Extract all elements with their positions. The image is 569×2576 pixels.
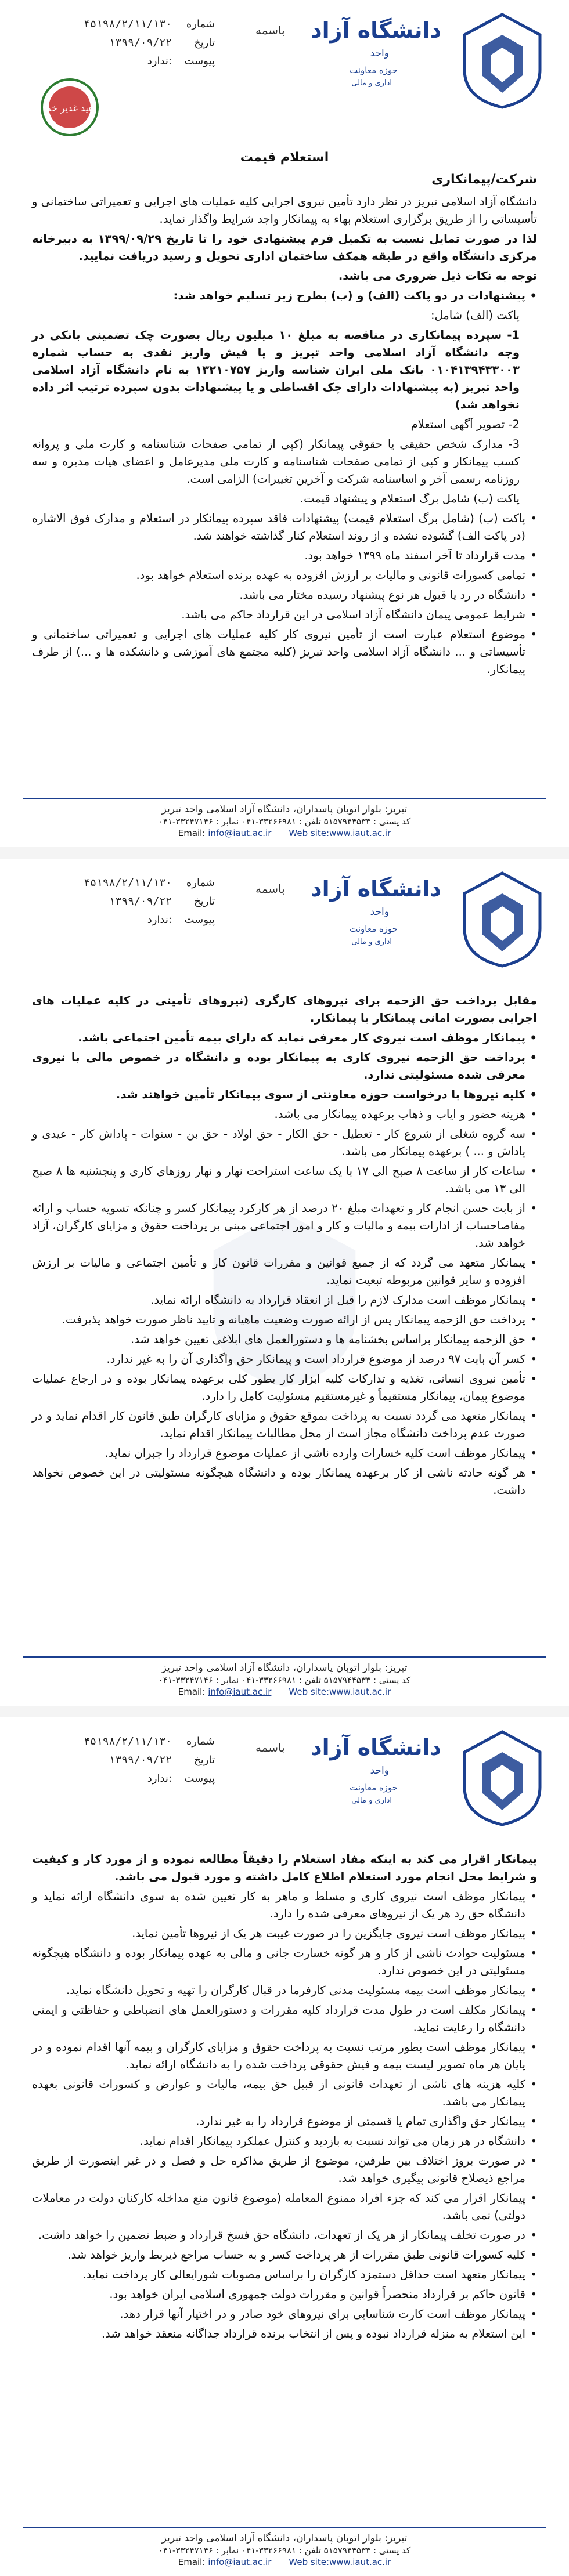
branch-name: واحد <box>370 48 389 59</box>
reference-block <box>23 873 215 929</box>
date-value: ۱۳۹۹/۰۹/۲۲ <box>109 1753 172 1766</box>
number-label: شماره <box>186 1735 215 1748</box>
letterhead <box>23 870 546 1004</box>
attachment-label: پیوست <box>184 1772 215 1785</box>
date-value: ۱۳۹۹/۰۹/۲۲ <box>109 36 172 49</box>
email-label: Email: <box>178 828 206 838</box>
list-item: • پیمانکار موظف است نیروی کاری و مسلط و ماهر به کار تعیین شده به سوی دانشگاه ارائه نماید و دانشگاه حق رد هر یک از نیروهای معرفی شده را دارد. <box>32 1888 537 1923</box>
letter-footer <box>23 1656 546 1697</box>
basmala: باسمه <box>255 23 285 37</box>
department-subname: اداری و مالی <box>351 79 392 88</box>
university-logo-icon <box>459 870 546 969</box>
list-item: • شرایط عمومی پیمان دانشگاه آزاد اسلامی در این قرارداد حاکم می باشد. <box>32 606 537 624</box>
email-label: Email: <box>178 1687 206 1697</box>
ghadir-emblem-icon <box>23 75 116 139</box>
list-item: • پیمانکار مکلف است در طول مدت قرارداد کلیه مقررات و دستورالعمل های انضباطی و حفاظتی و ایمنی دانشگاه را رعایت نماید. <box>32 2002 537 2036</box>
attachment-label: پیوست <box>184 913 215 926</box>
number-label: شماره <box>186 876 215 889</box>
department-subname: اداری و مالی <box>351 938 392 946</box>
paragraph: لذا در صورت تمایل نسبت به تکمیل فرم پیشنهادی خود را تا تاریخ ۱۳۹۹/۰۹/۲۹ به دبیرخانه مرکزی دانشگاه واقع در طبقه همکف ساختمان اداری تحویل و رسید دریافت نمایید. <box>32 232 538 263</box>
list-item: • پیمانکار حق واگذاری تمام یا قسمتی از موضوع قرارداد را به غیر ندارد. <box>32 2113 537 2130</box>
list-item: • پرداخت حق الزحمه پیمانکار پس از ارائه صورت وضعیت ماهیانه و تایید ناظر صورت خواهد پذیرفت. <box>32 1311 537 1329</box>
branch-name: واحد <box>370 1765 389 1777</box>
list-item: • پیمانکار اقرار می کند که جزء افراد ممنوع المعامله (موضوع قانون منع مداخله کارکنان دولت در معاملات دولتی) نمی باشد. <box>32 2190 537 2224</box>
letter-title: استعلام قیمت <box>240 150 329 165</box>
date-value: ۱۳۹۹/۰۹/۲۲ <box>109 895 172 907</box>
list-item: • پیمانکار موظف است نیروی کار معرفی نماید که دارای بیمه تأمین اجتماعی باشد. <box>32 1029 537 1047</box>
list-item: • ساعات کار از ساعت ۸ صبح الی ۱۷ با یک ساعت استراحت نهار و نهار روزهای کاری و پنجشنبه ها ۸ صبح الی ۱۳ می باشد. <box>32 1163 537 1197</box>
footer-postal: کد پستی : ۵۱۵۷۹۴۴۵۳۳ تلفن : ۳۳۲۶۶۹۸۱-۰۴۱ نمابر : ۳۳۲۴۷۱۴۶-۰۴۱ <box>158 1675 411 1685</box>
department-subname: اداری و مالی <box>351 1796 392 1805</box>
footer-postal: کد پستی : ۵۱۵۷۹۴۴۵۳۳ تلفن : ۳۳۲۶۶۹۸۱-۰۴۱ نمابر : ۳۳۲۴۷۱۴۶-۰۴۱ <box>158 2545 411 2556</box>
list-item: • پیمانکار متعهد می گردد که از جمیع قوانین و مقررات قانون کار و تأمین اجتماعی و مالیات بر ارزش افزوده و سایر قوانین مربوطه تبعیت نماید. <box>32 1254 537 1289</box>
basmala: باسمه <box>255 1741 285 1754</box>
paragraph: دانشگاه آزاد اسلامی تبریز در نظر دارد تأمین نیروی اجرایی کلیه عملیات های اجرایی و تعمیراتی ساختمانی و تأسیساتی را از طریق برگزاری استعلام بهاء به پیمانکار واجد شرایط واگذار نماید. <box>32 195 537 226</box>
page-separator <box>0 847 569 859</box>
letter-page-1 <box>0 0 569 847</box>
footer-address: تبریز: بلوار اتوبان پاسداران، دانشگاه آزاد اسلامی واحد تبریز <box>161 1662 408 1674</box>
list-item: • پیشنهادات در دو پاکت (الف) و (ب) بطرح زیر تسلیم خواهد شد: <box>32 287 537 305</box>
date-label: تاریخ <box>194 36 215 49</box>
letter-page-3 <box>0 1717 569 2576</box>
department-name: حوزه معاونت <box>350 65 398 75</box>
letterhead <box>23 12 546 145</box>
addressee: شرکت/پیمانکاری <box>431 172 537 187</box>
footer-address: تبریز: بلوار اتوبان پاسداران، دانشگاه آزاد اسلامی واحد تبریز <box>161 804 408 815</box>
list-item: 2- تصویر آگهی استعلام <box>410 418 520 431</box>
university-logo-icon <box>459 1729 546 1828</box>
page-separator <box>0 1706 569 1717</box>
university-logo-icon <box>459 12 546 110</box>
list-item: • پاکت (ب) (شامل برگ استعلام قیمت) پیشنهادات فاقد سپرده پیمانکار در استعلام و مدارک فوق الاشاره (در پاکت الف) گشوده نشده و از روند استعلام کنار گذاشته خواهند شد. <box>32 510 537 545</box>
department-name: حوزه معاونت <box>350 1782 398 1793</box>
list-item: • پیمانکار متعهد است حداقل دستمزد کارگران را براساس مصوبات شورایعالی کار پرداخت نماید. <box>32 2266 537 2284</box>
list-item: • پیمانکار موظف است کلیه خسارات وارده ناشی از عملیات موضوع قرارداد را جبران نماید. <box>32 1445 537 1462</box>
list-item: • مدت قرارداد تا آخر اسفند ماه ۱۳۹۹ خواهد بود. <box>32 547 537 565</box>
list-item: • هر گونه حادثه ناشی از کار برعهده پیمانکار بوده و دانشگاه هیچگونه مسئولیتی در این خصوص نخواهد داشت. <box>32 1464 537 1499</box>
email-label: Email: <box>178 2557 206 2567</box>
list-item: • پیمانکار موظف است بطور مرتب نسبت به پرداخت حقوق و مزایای کارگران و بیمه آنها اقدام نموده و در پایان هر ماه تصویر لیست بیمه و فیش حقوقی پرداخت شده را به دانشگاه ارائه نماید. <box>32 2039 537 2074</box>
list-item: • موضوع استعلام عبارت است از تأمین نیروی کار کلیه عملیات های اجرایی و تعمیراتی ساختمانی و تأسیساتی و ... دانشگاه آزاد اسلامی واحد تبریز (کلیه مجتمع های آموزشی و دانشکده ها و ...) از طرف پیمانکار. <box>32 626 537 678</box>
list-item: • حق الزحمه پیمانکار براساس بخشنامه ها و دستورالعمل های ابلاغی تعیین خواهد شد. <box>32 1331 537 1348</box>
list-item: • کلیه کسورات قانونی طبق مقررات از هر پرداخت کسر و به حساب مراجع ذیربط واریز خواهد شد. <box>32 2246 537 2264</box>
number-label: شماره <box>186 17 215 30</box>
letter-body <box>32 148 537 681</box>
university-name: دانشگاه آزاد <box>311 17 441 43</box>
list-item: 1- سپرده پیمانکاری در مناقصه به مبلغ ۱۰ میلیون ریال بصورت چک تضمینی بانکی در وجه دانشگاه آزاد اسلامی واحد تبریز و یا فیش واریز نقدی به حساب شماره ۰۱۰۴۱۳۹۴۳۳۰۰۳ بانک ملی ایران شناسه واریز ۱۳۲۱۰۷۵۷ به نام دانشگاه آزاد اسلامی واحد تبریز (به پیشنهادات دارای چک اقساطی و یا پیشنهادات بدون سپرده ترتیب اثر داده نخواهد شد) <box>32 328 520 411</box>
list-item: • پیمانکار موظف است نیروی جایگزین را در صورت غیبت هر یک از نیروها تأمین نماید. <box>32 1925 537 1942</box>
date-label: تاریخ <box>194 895 215 907</box>
list-item: • از بابت حسن انجام کار و تعهدات مبلغ ۲۰ درصد از هر کارکرد پیمانکار کسر و چنانکه تسویه حساب و ارائه مفاصاحساب از ادارات بیمه و مالیات و کار و امور اجتماعی مبنی بر پرداخت حقوق و مزایای کارگران، آزاد خواهد شد. <box>32 1200 537 1252</box>
svg-text:عید غدیر خم: عید غدیر خم <box>45 103 94 114</box>
list-item: • این استعلام به منزله قرارداد نبوده و پس از انتخاب برنده قرارداد جداگانه منعقد خواهد شد. <box>32 2325 537 2343</box>
letterhead <box>23 1729 546 1862</box>
list-item: • سه گروه شغلی از شروع کار - تعطیل - حق الکار - حق اولاد - حق بن - سنوات - پاداش کار - عیدی و پاداش و ... ) برعهده پیمانکار می باشد. <box>32 1126 537 1160</box>
footer-postal: کد پستی : ۵۱۵۷۹۴۴۵۳۳ تلفن : ۳۳۲۶۶۹۸۱-۰۴۱ نمابر : ۳۳۲۴۷۱۴۶-۰۴۱ <box>158 816 411 827</box>
list-item: • در صورت تخلف پیمانکار از هر یک از تعهدات، دانشگاه حق فسخ قرارداد و ضبط تضمین را خواهد داشت. <box>32 2227 537 2244</box>
list-item: • تأمین نیروی انسانی، تغذیه و تدارکات کلیه ابزار کار بطور کلی برعهده پیمانکار بوده و در ارجاع عملیات موضوع پیمان، پیمانکار مستقیماً و غیرمستقیم مسئولیت کامل را دارد. <box>32 1370 537 1405</box>
website-link[interactable]: Web site:www.iaut.ac.ir <box>289 1687 391 1697</box>
list-item: • پرداخت حق الزحمه نیروی کاری به پیمانکار بوده و دانشگاه در خصوص مالی با نیروی معرفی شده مسئولیتی ندارد. <box>32 1049 537 1084</box>
letter-body <box>32 992 537 1502</box>
list-item: • پیمانکار موظف است کارت شناسایی برای نیروهای خود صادر و در اختیار آنها قرار دهد. <box>32 2306 537 2323</box>
website-link[interactable]: Web site:www.iaut.ac.ir <box>289 828 391 838</box>
email-link[interactable]: info@iaut.ac.ir <box>208 828 272 838</box>
reference-block <box>23 1732 215 1788</box>
email-link[interactable]: info@iaut.ac.ir <box>208 2557 272 2567</box>
email-link[interactable]: info@iaut.ac.ir <box>208 1687 272 1697</box>
date-label: تاریخ <box>194 1753 215 1766</box>
list-item: • قانون حاکم بر قرارداد منحصراً قوانین و مقررات دولت جمهوری اسلامی ایران خواهد بود. <box>32 2286 537 2303</box>
list-item: • هزینه حضور و ایاب و ذهاب برعهده پیمانکار می باشد. <box>32 1106 537 1123</box>
list-item: • پیمانکار موظف است بیمه مسئولیت مدنی کارفرما در قبال کارگران را تهیه و تحویل دانشگاه نماید. <box>32 1982 537 1999</box>
list-item: پاکت (الف) شامل: <box>430 309 520 322</box>
letter-body <box>32 1851 537 2345</box>
letter-footer <box>23 2527 546 2567</box>
paragraph: پیمانکار اقرار می کند به اینکه مفاد استعلام را دقیقاً مطالعه نموده و از مورد کار و کیفیت و شرایط محل انجام مورد استعلام اطلاع کامل داشته و مورد قبول می باشد. <box>32 1853 537 1883</box>
list-item: • کلیه هزینه های ناشی از تعهدات قانونی از قبیل حق بیمه، مالیات و عوارض و کسورات قانونی بعهده پیمانکار می باشد. <box>32 2076 537 2111</box>
list-item: 3- مدارک شخص حقیقی یا حقوقی پیمانکار (کپی از تمامی صفحات شناسنامه و کارت ملی و پروانه کسب پیمانکار و کپی از تمامی صفحات شناسنامه و کارت ملی مدیرعامل و اعضای هیات مدیره و سه روزنامه رسمی آخر و اساسنامه شرکت و آخرین تغییرات) الزامی است. <box>32 437 520 486</box>
department-name: حوزه معاونت <box>350 924 398 934</box>
number-value: ۴۵۱۹۸/۲/۱۱/۱۳۰ <box>84 876 172 889</box>
list-item: • مسئولیت حوادث ناشی از کار و هر گونه خسارت جانی و مالی به عهده پیمانکار بوده و دانشگاه هیچگونه مسئولیتی در این خصوص ندارد. <box>32 1945 537 1980</box>
list-item: • دانشگاه در هر زمان می تواند نسبت به بازدید و کنترل عملکرد پیمانکار اقدام نماید. <box>32 2133 537 2150</box>
university-name: دانشگاه آزاد <box>311 1735 441 1760</box>
attachment-value: :ندارد <box>147 55 172 67</box>
list-item: • پیمانکار متعهد می گردد نسبت به پرداخت بموقع حقوق و مزایای کارگران طبق قانون کار اقدام نماید و در صورت عدم پرداخت دانشگاه مجاز است از محل مطالبات پیمانکار اقدام نماید. <box>32 1408 537 1442</box>
paragraph: توجه به نکات ذیل ضروری می باشد. <box>338 269 537 283</box>
website-link[interactable]: Web site:www.iaut.ac.ir <box>289 2557 391 2567</box>
number-value: ۴۵۱۹۸/۲/۱۱/۱۳۰ <box>84 17 172 30</box>
list-item: • پیمانکار موظف است مدارک لازم را قبل از انعقاد قرارداد به دانشگاه ارائه نماید. <box>32 1291 537 1309</box>
reference-block <box>23 15 215 70</box>
basmala: باسمه <box>255 882 285 896</box>
paragraph: مقابل پرداخت حق الزحمه برای نیروهای کارگری (نیروهای تأمینی در کلیه عملیات های اجرایی بصورت امانی پیمانکار با پیمانکار. <box>32 994 537 1025</box>
list-item: • کلیه نیروها با درخواست حوزه معاونتی از سوی پیمانکار تأمین خواهند شد. <box>32 1086 537 1104</box>
list-item: پاکت (ب) شامل برگ استعلام و پیشنهاد قیمت. <box>300 492 520 505</box>
list-item: • تمامی کسورات قانونی و مالیات بر ارزش افزوده به عهده برنده استعلام خواهد بود. <box>32 567 537 584</box>
letter-footer <box>23 798 546 838</box>
number-value: ۴۵۱۹۸/۲/۱۱/۱۳۰ <box>84 1735 172 1748</box>
list-item: • کسر آن بابت ۹۷ درصد از موضوع قرارداد است و پیمانکار حق واگذاری آن را به غیر ندارد. <box>32 1351 537 1368</box>
attachment-value: :ندارد <box>147 1772 172 1785</box>
attachment-label: پیوست <box>184 55 215 67</box>
list-item: • در صورت بروز اختلاف بین طرفین، موضوع از طریق مذاکره حل و فصل و در غیر اینصورت از طریق مراجع ذیصلاح قانونی پیگیری خواهد شد. <box>32 2152 537 2187</box>
attachment-value: :ندارد <box>147 913 172 926</box>
footer-address: تبریز: بلوار اتوبان پاسداران، دانشگاه آزاد اسلامی واحد تبریز <box>161 2532 408 2544</box>
university-name: دانشگاه آزاد <box>311 876 441 902</box>
list-item: • دانشگاه در رد یا قبول هر نوع پیشنهاد رسیده مختار می باشد. <box>32 587 537 604</box>
branch-name: واحد <box>370 906 389 918</box>
letter-page-2 <box>0 859 569 1706</box>
